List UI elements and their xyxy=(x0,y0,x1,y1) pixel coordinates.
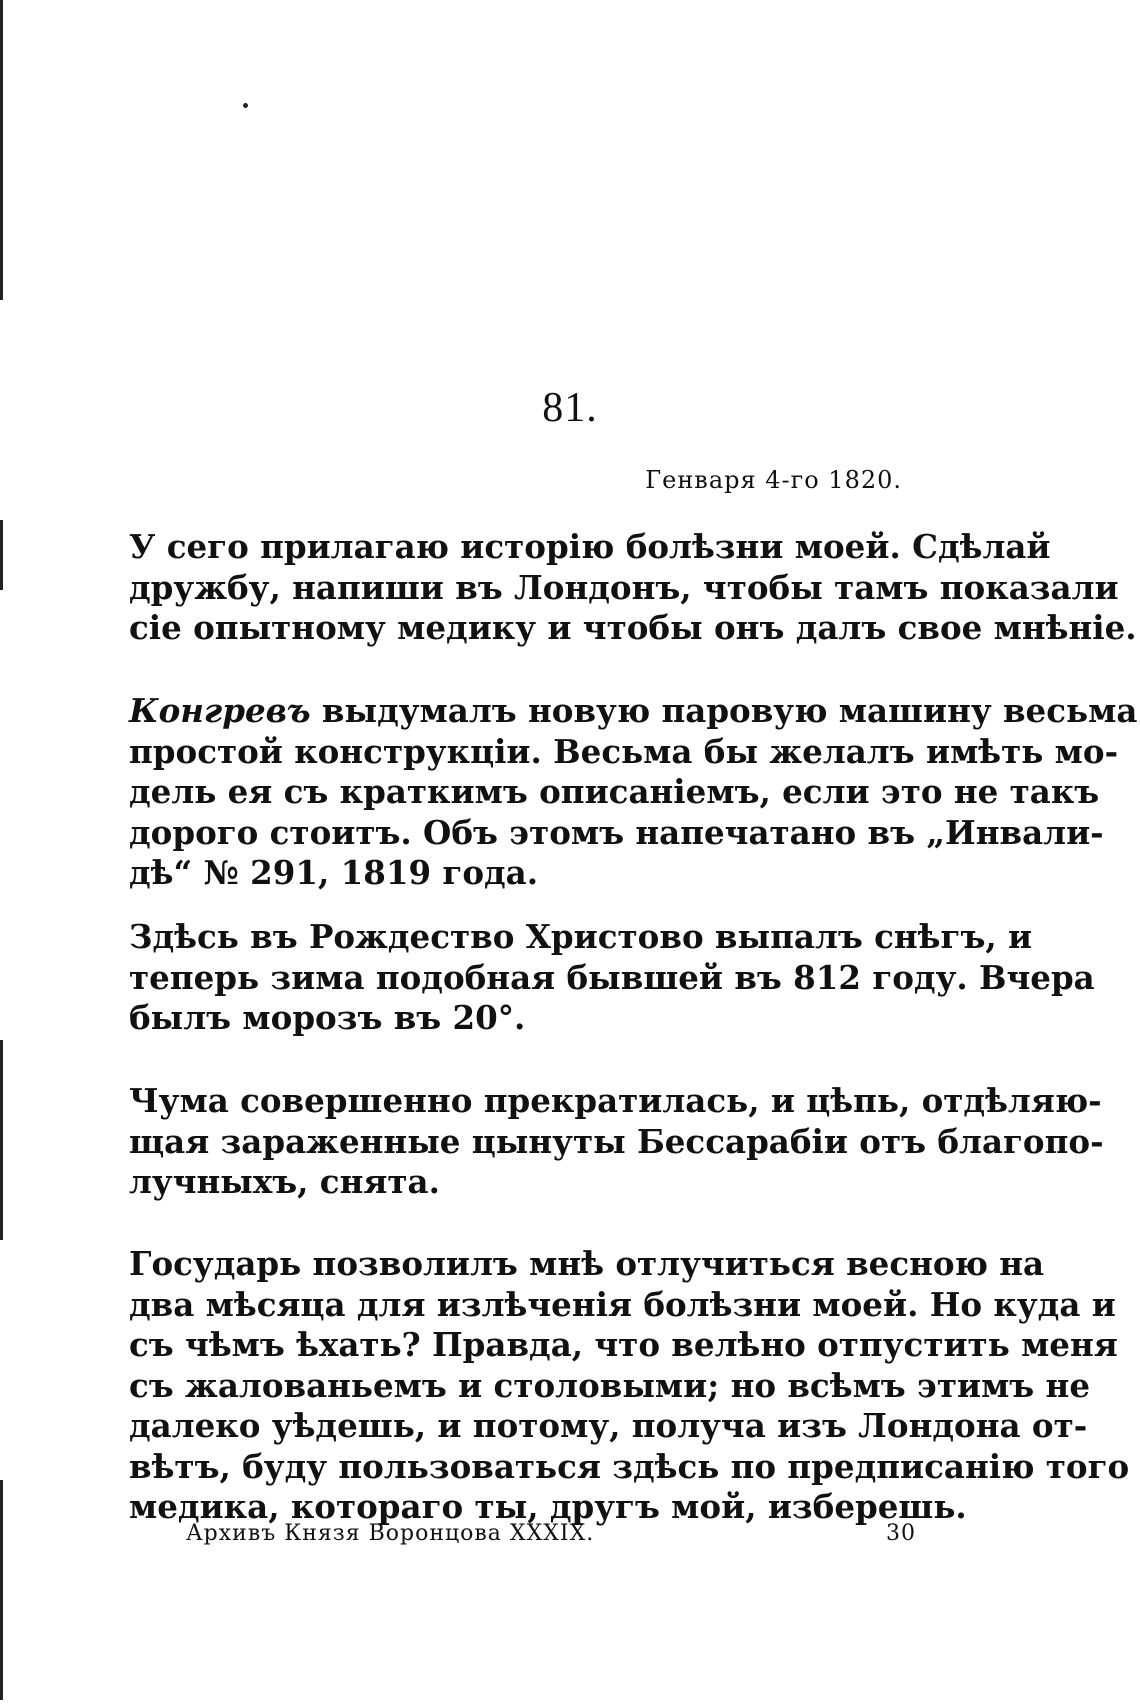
paragraph-1 xyxy=(129,527,1137,649)
text-line: вѣтъ, буду пользоваться здѣсь по предписанію того xyxy=(129,1446,1130,1486)
letter-date: Генваря 4-го 1820. xyxy=(645,466,902,494)
text-line: простой конструкціи. Весьма бы желалъ имѣть мо- xyxy=(129,731,1119,771)
scan-edge-mark xyxy=(0,0,3,300)
text-line: Государь позволилъ мнѣ отлучиться весною на xyxy=(129,1244,1045,1283)
text-line: сіе опытному медику и чтобы онъ далъ свое мнѣніе. xyxy=(129,608,1137,647)
text-line xyxy=(129,691,1138,732)
paragraph-5 xyxy=(129,1244,1130,1528)
text-line: два мѣсяца для излѣченія болѣзни моей. Но куда и xyxy=(129,1284,1116,1324)
text-line: Здѣсь въ Рождество Христово выпалъ снѣгъ, и xyxy=(129,917,1033,956)
source-title: Архивъ Князя Воронцова XXXIX. xyxy=(186,1521,595,1546)
scan-edge-mark xyxy=(0,520,3,590)
text-line: У сего прилагаю исторію болѣзни моей. Сдѣлай xyxy=(129,527,1051,566)
text-line: съ жалованьемъ и столовыми; но всѣмъ этимъ не xyxy=(129,1365,1091,1405)
text-line: дель ея съ краткимъ описаніемъ, если это не такъ xyxy=(129,772,1100,811)
text-line: дружбу, напиши въ Лондонъ, чтобы тамъ показали xyxy=(129,567,1119,607)
paragraph-2 xyxy=(129,691,1138,894)
emphasized-name: Конгревъ xyxy=(129,691,311,730)
letter-number: 81. xyxy=(542,385,598,431)
scan-edge-mark xyxy=(0,1480,3,1700)
text-line: Чума совершенно прекратилась, и цѣпь, отдѣляю- xyxy=(129,1081,1102,1120)
paragraph-4 xyxy=(129,1081,1104,1203)
paragraph-3 xyxy=(129,917,1095,1039)
text-line: теперь зима подобная бывшей въ 812 году. Вчера xyxy=(129,957,1095,997)
text-run: выдумалъ новую паровую машину весьма xyxy=(310,691,1138,730)
text-line: былъ морозъ въ 20°. xyxy=(129,998,526,1037)
scan-edge-mark xyxy=(0,1040,3,1240)
text-line: медика, котораго ты, другъ мой, изберешь. xyxy=(129,1487,967,1526)
text-line: дѣ“ № 291, 1819 года. xyxy=(129,853,539,892)
text-line: съ чѣмъ ѣхать? Правда, что велѣно отпустить меня xyxy=(129,1325,1118,1364)
signature-mark: 30 xyxy=(886,1521,916,1546)
scan-speck xyxy=(243,103,248,108)
text-line: лучныхъ, снята. xyxy=(129,1162,440,1201)
text-line: дорого стоитъ. Объ этомъ напечатано въ „Инвали- xyxy=(129,812,1104,852)
page-footer xyxy=(186,1521,916,1546)
text-line: далеко уѣдешь, и потому, получа изъ Лондона от- xyxy=(129,1406,1088,1445)
text-line: щая зараженные цынуты Бессарабіи отъ благопо- xyxy=(129,1121,1104,1161)
